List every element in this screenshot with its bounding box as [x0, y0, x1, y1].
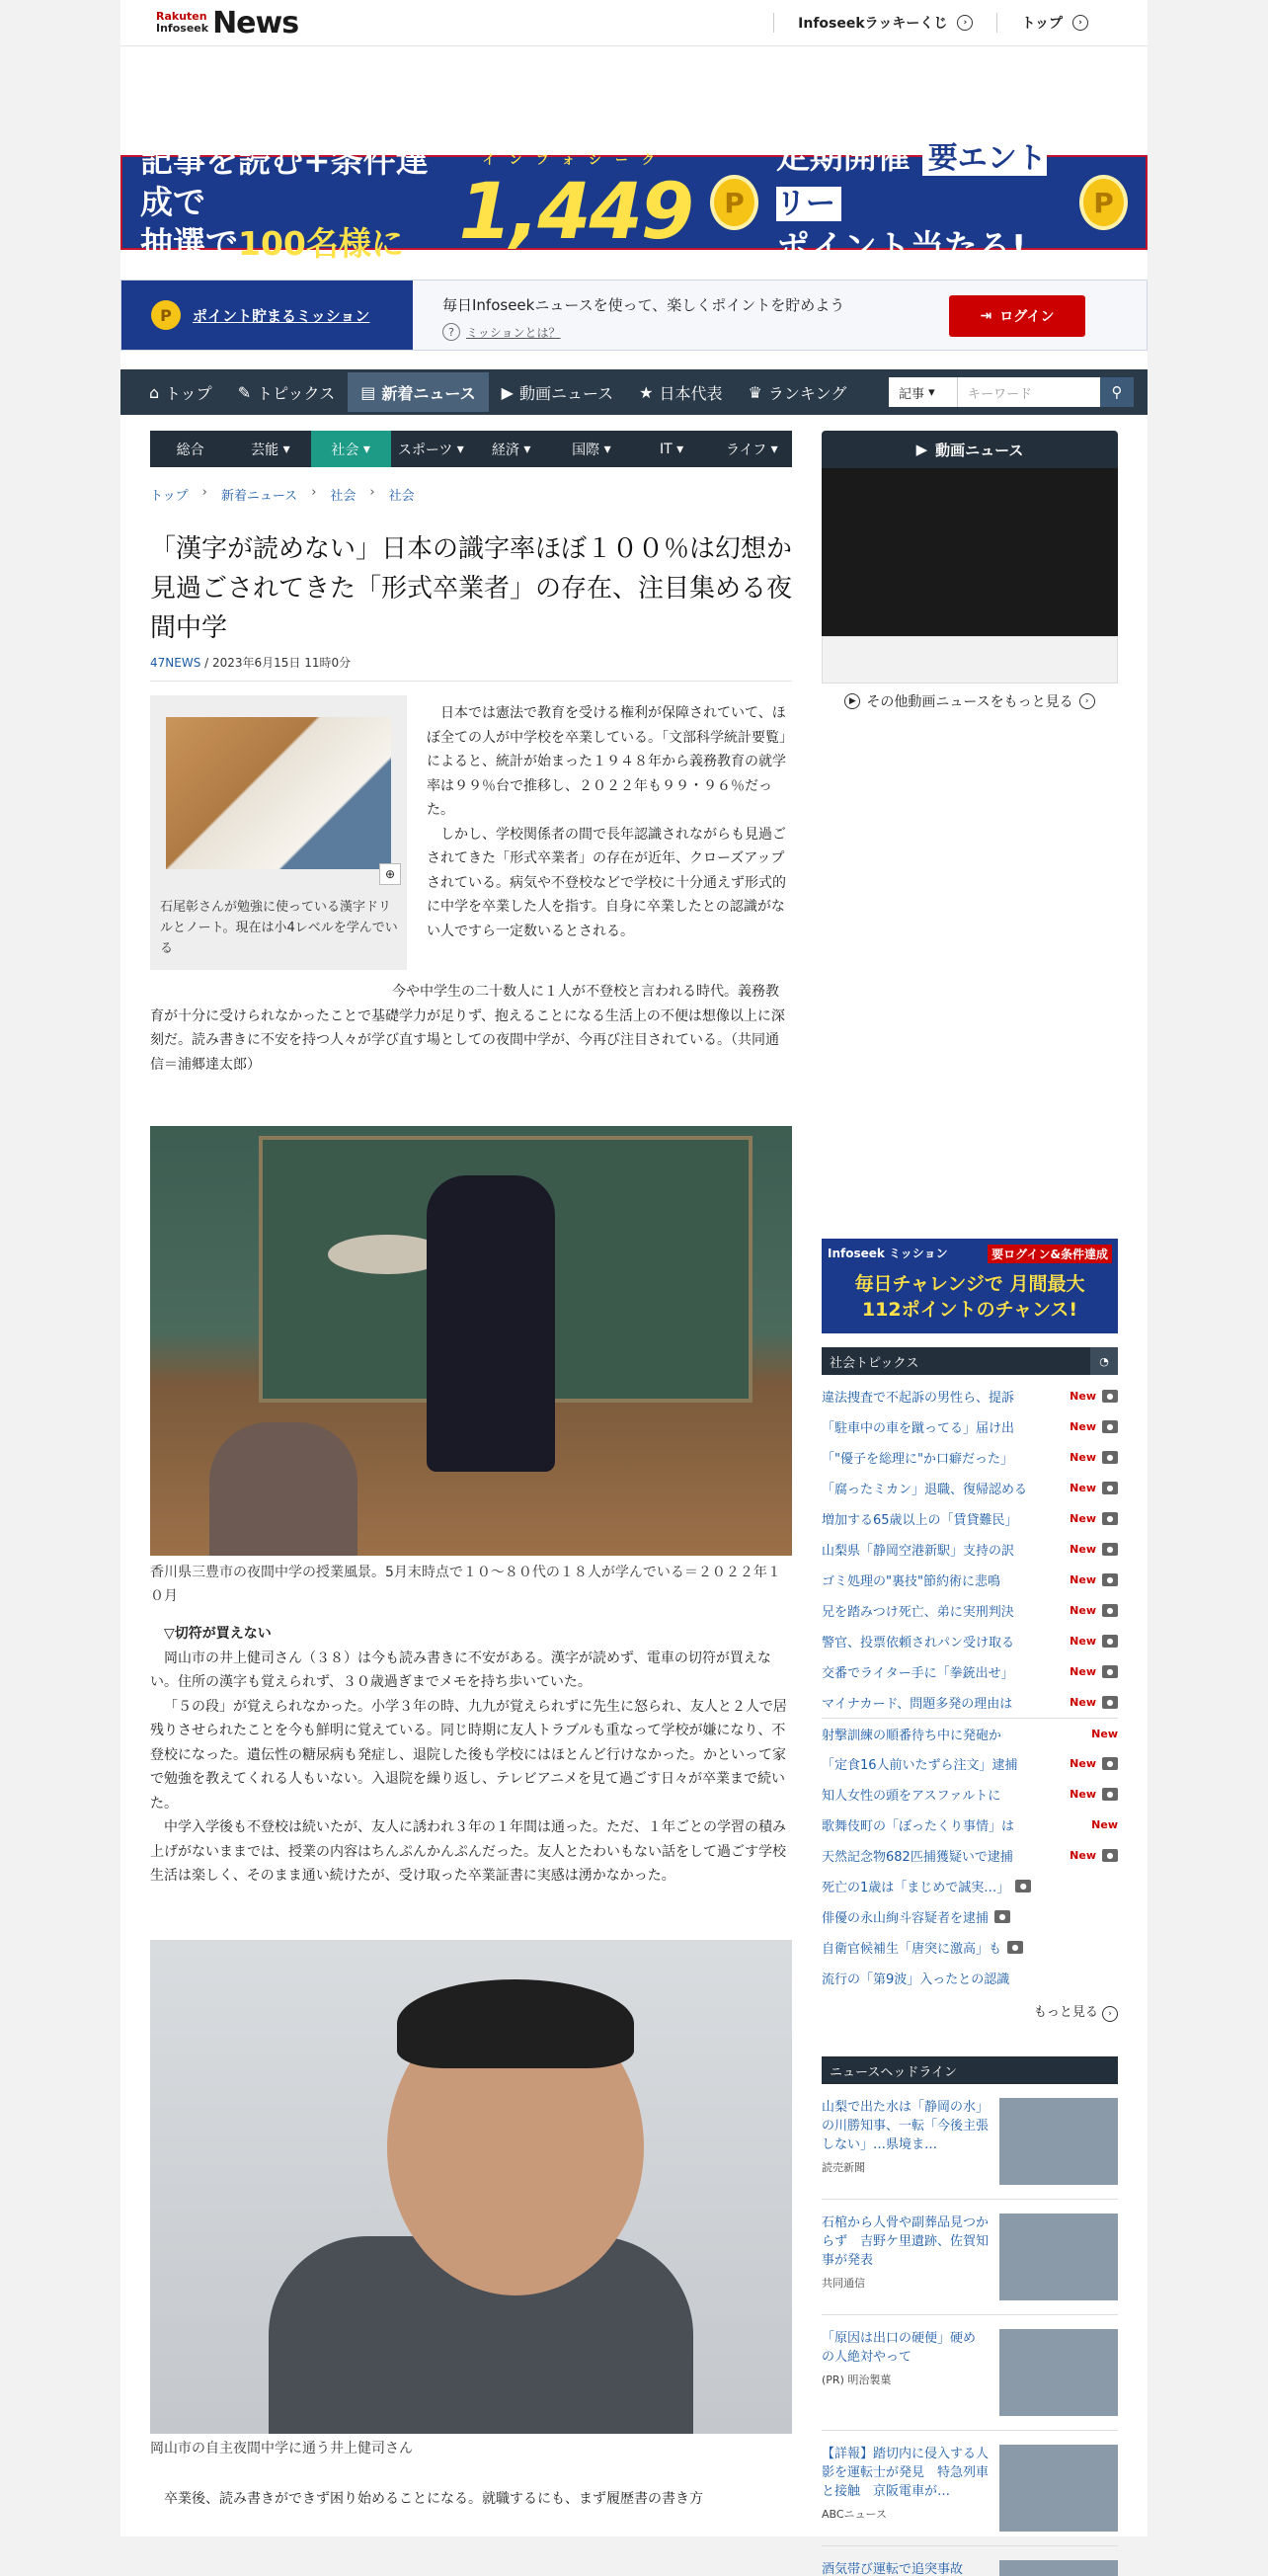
play-circle-icon: ▶ — [915, 441, 928, 458]
point-coin-icon: P — [151, 300, 181, 330]
coin-icon: P — [710, 175, 758, 230]
topic-item[interactable] — [822, 1411, 1118, 1442]
topic-item[interactable] — [822, 1687, 1118, 1718]
cat-entertainment[interactable]: 芸能 ▾ — [251, 441, 290, 458]
camera-icon: ● — [1102, 1390, 1118, 1403]
cat-society[interactable]: 社会 ▾ — [311, 431, 391, 467]
article-figure — [150, 695, 407, 970]
camera-icon: ● — [1102, 1420, 1118, 1433]
site-logo[interactable] — [156, 6, 298, 40]
new-badge: New — [1070, 1696, 1096, 1709]
nav-top[interactable]: ⌂ トップ — [149, 382, 212, 403]
nav-latest[interactable]: ▤ 新着ニュース — [348, 372, 488, 412]
question-icon: ? — [442, 323, 460, 341]
page — [120, 0, 1148, 2576]
chevron-right-icon: › — [957, 15, 973, 31]
breadcrumb-society-sub[interactable]: 社会 — [388, 489, 415, 504]
topic-link[interactable]: 天然記念物682匹捕獲疑いで逮捕 — [822, 1850, 1013, 1865]
global-nav — [120, 369, 1148, 415]
camera-icon: ● — [1102, 1543, 1118, 1556]
camera-icon: ● — [1102, 1665, 1118, 1678]
topic-link[interactable]: 「"優子を総理に"か口癖だった」 — [822, 1452, 1013, 1467]
topic-item[interactable] — [822, 1932, 1118, 1963]
headline-link[interactable]: 石棺から人骨や副葬品見つからず 吉野ケ里遺跡、佐賀知事が発表 — [822, 2215, 990, 2268]
topic-item[interactable] — [822, 1503, 1118, 1534]
category-nav — [150, 431, 792, 467]
topic-item[interactable] — [822, 1718, 1118, 1748]
crown-icon: ♛ — [748, 382, 762, 402]
headline-item[interactable] — [822, 2315, 1118, 2431]
topic-item[interactable] — [822, 1656, 1118, 1687]
new-badge: New — [1070, 1420, 1096, 1433]
headline-thumbnail — [999, 2214, 1118, 2300]
camera-icon: ● — [994, 1910, 1010, 1923]
article-body: 日本では憲法で教育を受ける権利が保障されていて、ほぼ全ての人が中学校を卒業している。「文部科学統計要覧」によると、統計が始まった１９４８年から義務教育の就学率は９９％台で推移し、２０２２年も９９・９６％だった。 しかし、学校関係者の間で長年認識されながらも見過ごされてきた「形式卒業者」の存在が近年、クローズアップされている。病気や不登校などで学校に十分通えず形式的に中学を卒業した人を指す。自身に卒業したとの認識がない人ですら一定数いるとされる。 — [427, 705, 786, 939]
camera-icon: ● — [1102, 1757, 1118, 1770]
camera-icon: ● — [1102, 1482, 1118, 1494]
logo-rakuten: Rakuten — [156, 10, 207, 23]
search-box — [889, 377, 1134, 407]
nav-japan[interactable]: ★ 日本代表 — [639, 382, 723, 403]
topic-link[interactable]: 兄を踏みつけ死亡、弟に実刑判決 — [822, 1605, 1014, 1620]
figure-caption: 石尾彰さんが勉強に使っている漢字ドリルとノート。現在は小4レベルを学んでいる — [160, 900, 398, 956]
mission-banner[interactable]: Infoseek ミッション 要ログイン&条件達成 毎日チャレンジで 月間最大 112ポイントのチャンス! — [822, 1239, 1118, 1333]
topic-item[interactable] — [822, 1963, 1118, 1993]
new-badge: New — [1070, 1757, 1096, 1770]
camera-icon: ● — [1102, 1849, 1118, 1862]
video-news-header: ▶ 動画ニュース — [822, 431, 1118, 468]
topic-item[interactable] — [822, 1810, 1118, 1840]
video-player[interactable] — [822, 468, 1118, 636]
topic-item[interactable] — [822, 1871, 1118, 1901]
zoom-icon[interactable]: ⊕ — [379, 863, 401, 885]
topic-link[interactable]: 知人女性の頭をアスファルトに — [822, 1789, 1001, 1804]
lucky-lottery-link[interactable]: Infoseekラッキーくじ › — [773, 13, 996, 33]
logo-news: News — [212, 5, 299, 40]
topic-link[interactable]: ゴミ処理の"裏技"節約術に悲鳴 — [822, 1574, 1000, 1589]
cat-sports[interactable]: スポーツ ▾ — [397, 441, 464, 458]
headline-item[interactable] — [822, 2546, 1118, 2576]
logo-infoseek: Infoseek — [156, 22, 209, 35]
headline-thumbnail — [999, 2329, 1118, 2416]
camera-icon: ● — [1102, 1451, 1118, 1464]
star-icon: ★ — [639, 382, 654, 402]
headline-thumbnail — [999, 2098, 1118, 2185]
new-badge: New — [1070, 1635, 1096, 1648]
camera-icon: ● — [1102, 1696, 1118, 1709]
topic-link[interactable]: 「腐ったミカン」退職、復帰認める — [822, 1483, 1028, 1497]
headline-thumbnail — [999, 2560, 1118, 2576]
coin-icon: P — [1079, 175, 1128, 230]
camera-icon: ● — [1102, 1635, 1118, 1648]
topic-link[interactable]: 俳優の永山絢斗容疑者を逮捕 — [822, 1911, 990, 1926]
cat-economy[interactable]: 経済 ▾ — [491, 441, 531, 458]
camera-icon: ● — [1102, 1512, 1118, 1525]
more-videos-link[interactable]: ▶ その他動画ニュースをもっと見る › — [822, 691, 1118, 711]
new-badge: New — [1070, 1512, 1096, 1525]
classroom-photo[interactable] — [150, 1126, 792, 1556]
headline-source: 読売新聞 — [822, 2161, 865, 2174]
topic-item[interactable] — [822, 1473, 1118, 1503]
topic-item[interactable] — [822, 1442, 1118, 1473]
photo-caption: 香川県三豊市の夜間中学の授業風景。5月末時点で１０～８０代の１８人が学んでいる＝２０２２年１０月 — [150, 1565, 781, 1604]
login-icon: ⇥ — [980, 308, 992, 324]
camera-icon: ● — [1102, 1573, 1118, 1586]
camera-icon: ● — [1015, 1880, 1031, 1892]
topic-item[interactable] — [822, 1840, 1118, 1871]
topic-item[interactable] — [822, 1565, 1118, 1595]
social-topics: 社会トピックス ◔ 違法捜査で不起訴の男性ら、提訴 New ● 「駐車中の車を蹴ってる」届け出 New ● 「"優子を総理に"か口癖だった」 New ● 「腐ったミカン」退職、復帰認める New ● 増加する65歳以上の「賃貸難民」 New ● 山梨県「静岡空港新駅」支持の訳 New ● ゴミ処理の"裏技"節約術に悲鳴 New ● 兄を踏みつけ死亡、弟に実刑判決 New ● 警官、投票依頼されパン受け取る New ● 交番でライター手に「拳銃出せ」 New ● マイナカード、問題多発の理由は New ● 射撃訓練の順番待ち中に発砲か New 「定食16人前いたずら注文」逮捕 New ● 知人女性の頭をアスファルトに New ● 歌舞伎町の「ぼったくり事情」は New 天然記念物682匹捕獲疑いで逮捕 New ● 死亡の1歳は「まじめで誠実…」 ● 俳優の永山絢斗容疑者を逮捕 ● 自衛官候補生「唐突に激高」も ● 流行の「第9波」入ったとの認識 もっと見る › — [822, 1347, 1118, 2022]
portrait-photo[interactable] — [150, 1940, 792, 2434]
topics-list — [822, 1381, 1118, 1993]
document-icon: ▤ — [360, 382, 376, 402]
article-image[interactable] — [166, 717, 391, 869]
topic-link[interactable]: 自衛官候補生「唐突に激高」も — [822, 1942, 1002, 1957]
topic-link[interactable]: 「駐車中の車を蹴ってる」届け出 — [822, 1421, 1015, 1436]
article-title: 「漢字が読めない」日本の識字率ほぼ１００％は幻想か 見過ごされてきた「形式卒業者」の存在、注目集める夜間中学 — [150, 534, 819, 643]
topic-link[interactable]: 増加する65歳以上の「賃貸難民」 — [822, 1513, 1018, 1528]
topic-item[interactable] — [822, 1748, 1118, 1779]
article-body-section: ▽切符が買えない 岡山市の井上健司さん（３８）は今も読み書きに不安がある。漢字が読めず、電車の切符が買えない。住所の漢字も覚えられず、３０歳過ぎまでメモを持ち歩いていた。 「５の段」が覚えられなかった。小学３年の時、九九が覚えられずに先生に怒られ、友人と２人で居残りさせられたことを今も鮮明に覚えている。同じ時期に友人トラブルも重なって学校が嫌になり、不登校になった。遺伝性の糖尿病も発症し、退院した後も学校にはほとんど行けなかった。かといって家で勉強を教えてくれる人もいない。入退院を繰り返し、テレビアニメを見て過ごす日々が卒業まで続いた。 中学入学後も不登校は続いたが、友人に誘われ３年の１年間は通った。ただ、１年ごとの学習の積み上げがないままでは、授業の内容はちんぷんかんぷんだった。友人とたわいもない話をして過ごす学校生活は楽しく、そのまま通い続けたが、受け取った卒業証書に実感は湧かなかった。 — [150, 1622, 792, 1889]
chevron-right-icon: › — [1079, 693, 1095, 709]
article-meta: 47NEWS / 2023年6月15日 11時0分 — [150, 656, 352, 670]
sidebar — [822, 431, 1118, 2576]
new-badge: New — [1091, 1818, 1118, 1831]
mission-bar: P ポイント貯まるミッション 毎日Infoseekニュースを使って、楽しくポイントを貯めよう ? ミッションとは？ ⇥ ログイン — [120, 280, 1148, 351]
headline-source: ABCニュース — [822, 2508, 888, 2521]
new-badge: New — [1070, 1665, 1096, 1678]
new-badge: New — [1070, 1573, 1096, 1586]
cat-life[interactable]: ライフ ▾ — [726, 441, 778, 458]
new-badge: New — [1070, 1451, 1096, 1464]
headline-item[interactable] — [822, 2084, 1118, 2200]
topic-item[interactable] — [822, 1626, 1118, 1656]
topic-link[interactable]: 射撃訓練の順番待ち中に発砲か — [822, 1728, 1002, 1743]
headline-link[interactable]: 酒気帯び運転で追突事故 — [822, 2562, 964, 2576]
cat-it[interactable]: IT ▾ — [660, 441, 684, 457]
new-badge: New — [1070, 1543, 1096, 1556]
search-button[interactable] — [1100, 377, 1134, 407]
headline-link[interactable]: 「原因は出口の硬便」硬め の人絶対やって — [822, 2331, 977, 2365]
headline-link[interactable]: 【詳報】踏切内に侵入する人影を運転士が発見 特急列車と接触 京阪電車が… — [822, 2447, 990, 2499]
top-link[interactable]: トップ › — [996, 13, 1112, 33]
topic-link[interactable]: 歌舞伎町の「ぼったくり事情」は — [822, 1819, 1015, 1834]
search-icon: ⚲ — [1111, 383, 1123, 401]
nav-video[interactable]: ▶ 動画ニュース — [501, 382, 614, 403]
login-button[interactable]: ⇥ ログイン — [949, 295, 1085, 337]
main-column: 総合 芸能 ▾ 社会 ▾ スポーツ ▾ 経済 ▾ 国際 ▾ IT ▾ ライフ ▾ トップ › 新着ニュース › 社会 › 社会 「漢字が読めない」日本の識字率ほぼ１００％は幻想か 見過ごされてきた「形式卒業者」の存在、注目集める夜間中学 47NEWS / 2023年6月15日 11時0分 ⊕ 石尾彰さんが勉強に使っている漢字ドリルとノート。現在は小4レベルを学んでいる 日本では憲法で教育を受ける権利が保障されていて、ほぼ全ての人が中学校を卒業している。「文部科学統計要覧」によると、統計が始まった１９４８年から義務教育の就学率は９９％台で推移し、２０２２年も９９・９６％だった。 しかし、学校関係者の間で長年認識されながらも見過ごされてきた「形式卒業者」の存在が近年、クローズアップされている。病気や不登校などで学校に十分通えず形式的に中学を卒業した人を指す。自身に卒業したとの認識がない人ですら一定数いるとされる。 今や中学生の二十数人に１人が不登校と言われる時代。義務教育が十分に受けられなかったことで基礎学力が足りず、抱えることになる生活上の不便は想像以上に深刻だ。読み書きに不安を持つ人々が学び直す場としての夜間中学が、今再び注目されている。（共同通信＝浦郷達太郎） 香川県三豊市の夜間中学の授業風景。5月末時点で１０～８０代の１８人が学んでいる＝２０２２年１０月 ▽切符が買えない 岡山市の井上健司さん（３８）は今も読み書きに不安がある。漢字が読めず、電車の切符が買えない。住所の漢字も覚えられず、３０歳過ぎまでメモを持ち歩いていた。 「５の段」が覚えられなかった。小学３年の時、九九が覚えられずに先生に怒られ、友人と２人で居残りさせられたことを今も鮮明に覚えている。同じ時期に友人トラブルも重なって学校が嫌になり、不登校になった。遺伝性の糖尿病も発症し、退院した後も学校にはほとんど行けなかった。かといって家で勉強を教えてくれる人もいない。入退院を繰り返し、テレビアニメを見て過ごす日々が卒業まで続いた。 中学入学後も不登校は続いたが、友人に誘われ３年の１年間は通った。ただ、１年ごとの学習の積み上げがないままでは、授業の内容はちんぷんかんぷんだった。友人とたわいもない話をして過ごす学校生活は楽しく、そのまま通い続けたが、受け取った卒業証書に実感は湧かなかった。 岡山市の自主夜間中学に通う井上健司さん 卒業後、読み書きができず困り始めることになる。就職するにも、まず履歴書の書き方 — [150, 431, 792, 682]
new-badge: New — [1070, 1604, 1096, 1617]
camera-icon: ● — [1007, 1941, 1023, 1954]
nav-topics[interactable]: ✎ トピックス — [237, 382, 336, 403]
topic-link[interactable]: 流行の「第9波」入ったとの認識 — [822, 1972, 1010, 1987]
point-campaign-banner[interactable]: 記事を読む+条件達成で 抽選で100名様に インフォシーク 1,449 P 定期開催 要エントリー ポイント当たる! P — [120, 155, 1148, 250]
headline-link[interactable]: 山梨で出た水は「静岡の水」の川勝知事、一転「今後主張しない」…県境ま… — [822, 2100, 990, 2152]
play-icon: ▶ — [501, 382, 514, 402]
topic-link[interactable]: 違法捜査で不起訴の男性ら、提訴 — [822, 1391, 1015, 1406]
mission-link[interactable]: P ポイント貯まるミッション — [121, 281, 413, 350]
search-input[interactable]: キーワード — [958, 377, 1100, 407]
nav-ranking[interactable]: ♛ ランキング — [748, 382, 847, 403]
search-category-select[interactable]: 記事 ▾ — [889, 377, 958, 407]
breadcrumb-society[interactable]: 社会 — [330, 489, 357, 504]
subheading: ▽切符が買えない — [164, 1626, 272, 1642]
points-number: 1,449 — [458, 167, 693, 257]
source-link[interactable]: 47NEWS — [150, 656, 201, 670]
topic-item[interactable] — [822, 1901, 1118, 1932]
camera-icon: ● — [1102, 1788, 1118, 1801]
headline-thumbnail — [999, 2445, 1118, 2532]
new-badge: New — [1091, 1727, 1118, 1740]
rss-icon[interactable]: ◔ — [1090, 1347, 1118, 1375]
breadcrumb: トップ › 新着ニュース › 社会 › 社会 — [150, 485, 415, 504]
camera-icon: ● — [1102, 1604, 1118, 1617]
headline-item[interactable] — [822, 2431, 1118, 2546]
site-header — [120, 0, 1148, 46]
topic-link[interactable]: 山梨県「静岡空港新駅」支持の訳 — [822, 1544, 1015, 1559]
new-badge: New — [1070, 1482, 1096, 1494]
breadcrumb-latest[interactable]: 新着ニュース — [220, 489, 298, 504]
topic-item[interactable] — [822, 1779, 1118, 1810]
photo-caption: 岡山市の自主夜間中学に通う井上健司さん — [150, 2441, 413, 2456]
pencil-icon: ✎ — [237, 382, 252, 402]
topic-item[interactable] — [822, 1381, 1118, 1411]
mission-help-link[interactable]: ? ミッションとは？ — [442, 323, 844, 341]
home-icon: ⌂ — [149, 382, 160, 402]
topic-link[interactable]: 「定食16人前いたずら注文」逮捕 — [822, 1758, 1018, 1773]
topic-item[interactable] — [822, 1595, 1118, 1626]
topic-link[interactable]: 交番でライター手に「拳銃出せ」 — [822, 1666, 1014, 1681]
cat-international[interactable]: 国際 ▾ — [572, 441, 611, 458]
chevron-right-icon: › — [1072, 15, 1088, 31]
new-badge: New — [1070, 1390, 1096, 1403]
headline-item[interactable] — [822, 2200, 1118, 2315]
new-badge: New — [1070, 1849, 1096, 1862]
news-headlines: ニュースヘッドライン 山梨で出た水は「静岡の水」の川勝知事、一転「今後主張しない」…県境ま… 読売新聞 石棺から人骨や副葬品見つからず 吉野ケ里遺跡、佐賀知事が発表 共同通信 「原因は出口の硬便」硬め の人絶対やって (PR) 明治製菓 【詳報】踏切内に侵入する人影を運転士が発見 特急列車と接触 京阪電車が… ABCニュース 酒気帯び運転で追突事故 — [822, 2056, 1118, 2576]
topic-link[interactable]: 死亡の1歳は「まじめで誠実…」 — [822, 1881, 1010, 1895]
breadcrumb-top[interactable]: トップ — [150, 489, 189, 504]
topics-more-link[interactable]: もっと見る › — [822, 2001, 1118, 2022]
topic-link[interactable]: 警官、投票依頼されパン受け取る — [822, 1636, 1015, 1650]
headline-source: (PR) 明治製菓 — [822, 2374, 892, 2386]
topic-link[interactable]: マイナカード、問題多発の理由は — [822, 1697, 1013, 1712]
chevron-right-icon: › — [1102, 2006, 1118, 2022]
headline-source: 共同通信 — [822, 2277, 865, 2290]
cat-general[interactable]: 総合 — [176, 442, 204, 458]
new-badge: New — [1070, 1788, 1096, 1801]
topic-item[interactable] — [822, 1534, 1118, 1565]
play-icon: ▶ — [844, 693, 860, 709]
